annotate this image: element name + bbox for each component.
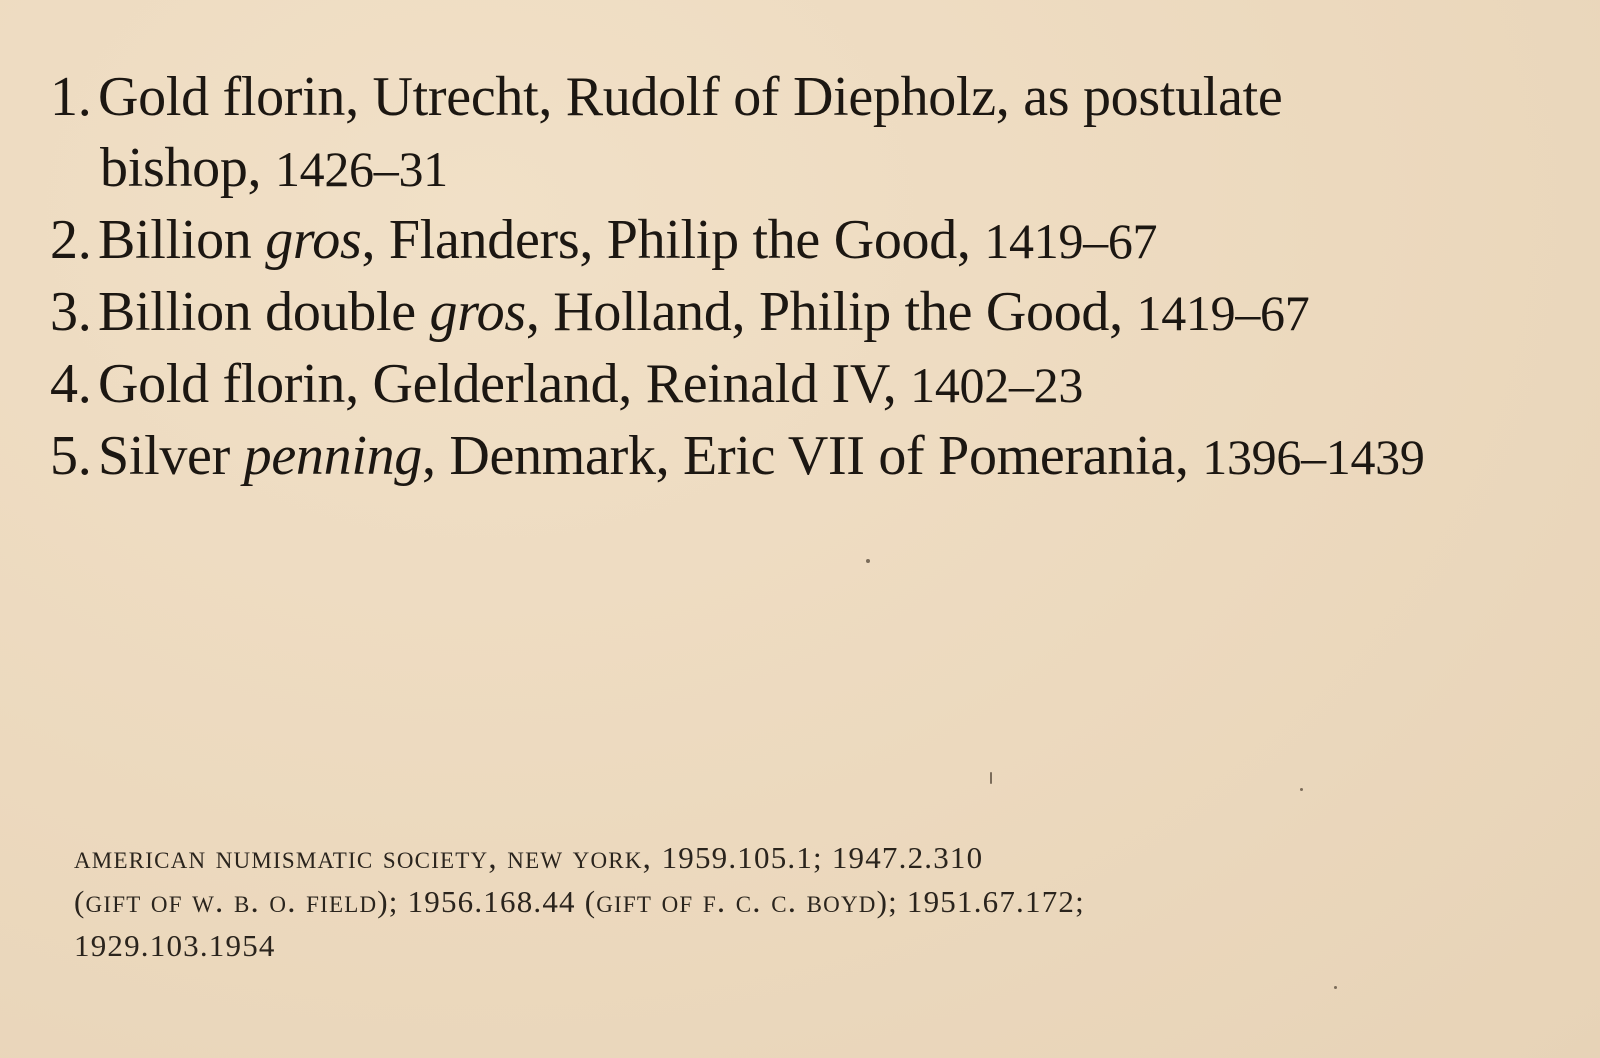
- credit-line: [74, 836, 1524, 967]
- coin-item-text: bishop,: [100, 137, 275, 199]
- coin-item-number: 4.: [50, 353, 92, 415]
- coin-item-text: Gold florin, Gelderland, Reinald IV,: [98, 353, 911, 415]
- credit-accession: 1951.67.172;: [906, 884, 1085, 919]
- coin-item-italic-term: penning: [243, 425, 422, 487]
- coin-item-italic-term: gros: [265, 209, 362, 271]
- coin-item-3: [50, 277, 1570, 349]
- coin-list: [50, 62, 1570, 493]
- coin-item-number: 3.: [50, 281, 92, 343]
- credit-accession: 1929.103.1954: [74, 928, 276, 963]
- coin-item-number: 1.: [50, 66, 92, 128]
- paper-speck: [1300, 788, 1303, 791]
- coin-item-date: 1419–67: [1136, 285, 1310, 341]
- coin-item-text: , Holland, Philip the Good,: [525, 281, 1137, 343]
- coin-item-1: [50, 62, 1570, 205]
- coin-item-date: 1426–31: [274, 141, 448, 197]
- coin-item-text: Gold florin, Utrecht, Rudolf of Diepholz, as postulate: [98, 66, 1283, 128]
- coin-item-text: , Denmark, Eric VII of Pomerania,: [422, 425, 1203, 487]
- paper-speck: [1334, 986, 1337, 989]
- coin-item-text: Billion double: [98, 281, 430, 343]
- coin-item-text: Silver: [98, 425, 244, 487]
- coin-item-date: 1402–23: [910, 357, 1084, 413]
- credit-gift: gift of f. c. c. boyd: [596, 884, 877, 920]
- credit-paren: (: [74, 884, 86, 919]
- coin-item-5: [50, 421, 1570, 493]
- credit-paren: (: [584, 884, 597, 919]
- coin-item-italic-term: gros: [429, 281, 526, 343]
- credit-paren: );: [876, 884, 907, 919]
- coin-item-text: Billion: [98, 209, 266, 271]
- coin-item-continuation: [50, 133, 1570, 205]
- coin-item-number: 2.: [50, 209, 92, 271]
- credit-accession: 1956.168.44: [407, 884, 585, 919]
- coin-item-text: , Flanders, Philip the Good,: [361, 209, 985, 271]
- credit-accession: 1959.105.1; 1947.2.310: [661, 840, 984, 875]
- coin-item-2: [50, 205, 1570, 277]
- paper-speck: [866, 559, 870, 563]
- coin-item-date: 1396–1439: [1202, 429, 1425, 485]
- credit-paren: );: [377, 884, 408, 919]
- credit-gift: gift of w. b. o. field: [85, 884, 378, 920]
- paper-speck: [990, 772, 992, 784]
- credit-institution: american numismatic society, new york,: [74, 840, 662, 876]
- coin-item-date: 1419–67: [984, 213, 1158, 269]
- coin-item-number: 5.: [50, 425, 92, 487]
- coin-item-4: [50, 349, 1570, 421]
